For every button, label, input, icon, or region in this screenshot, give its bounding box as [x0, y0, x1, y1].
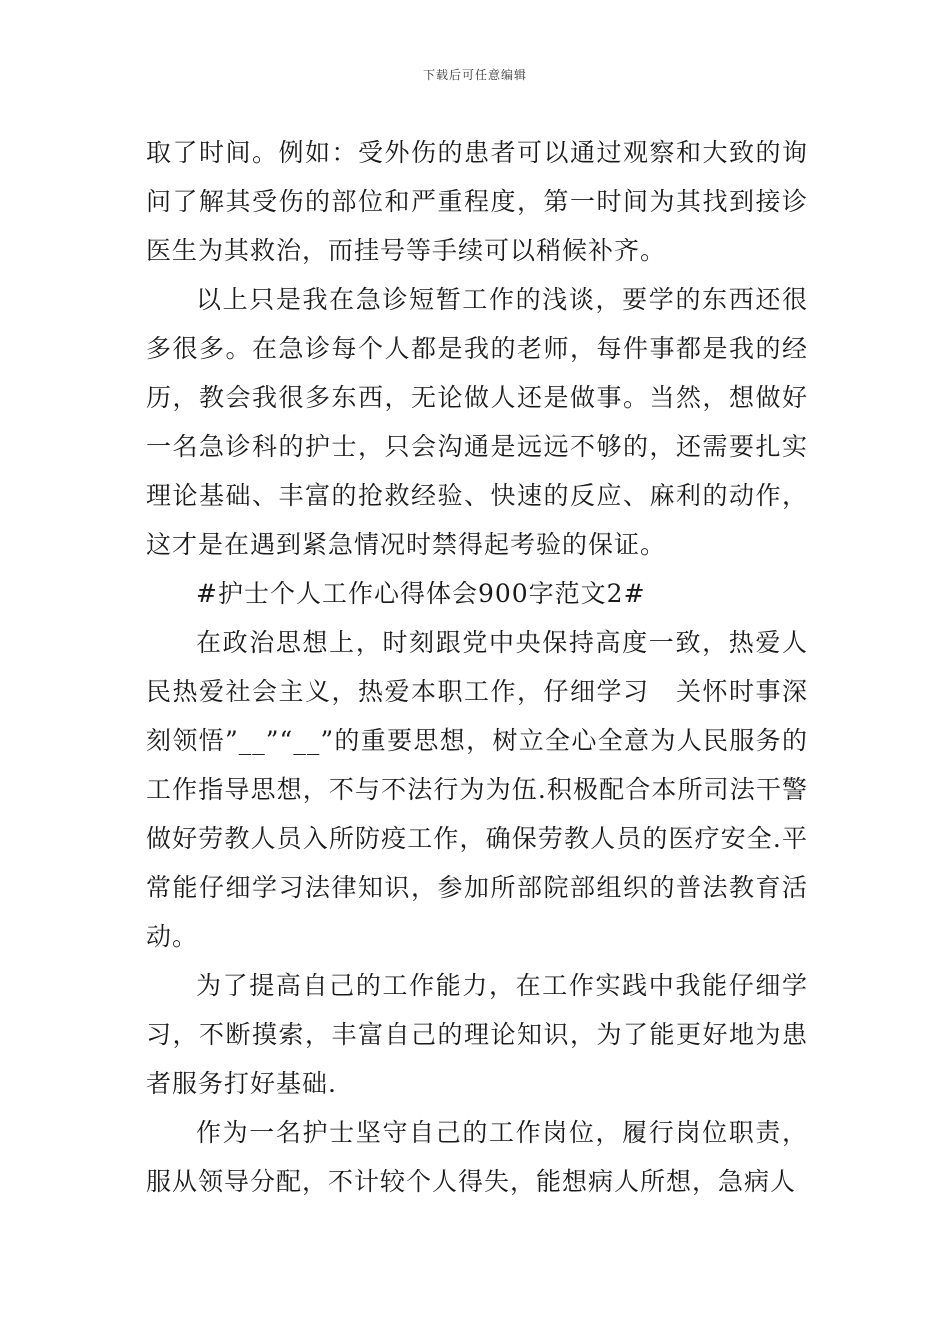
document-body	[146, 128, 808, 1206]
paragraph-emergency-summary: 以上只是我在急诊短暂工作的浅谈，要学的东西还很多很多。在急诊每个人都是我的老师，每件事都是我的经历，教会我很多东西，无论做人还是做事。当然，想做好一名急诊科的护士，只会沟通是远远不够的，还需要扎实理论基础、丰富的抢救经验、快速的反应、麻利的动作，这才是在遇到紧急情况时禁得起考验的保证。	[146, 285, 808, 559]
page-header-note: 下载后可任意编辑	[422, 68, 527, 82]
paragraph-political-thought: 在政治思想上，时刻跟党中央保持高度一致，热爱人民热爱社会主义，热爱本职工作，仔细学习 关怀时事深刻领悟”__”“__”的重要思想，树立全心全意为人民服务的工作指导思想，不与不法行为为伍.积极配合本所司法干警做好劳教人员入所防疫工作，确保劳教人员的医疗安全.平常能仔细学习法律知识，参加所部院部组织的普法教育活动。	[146, 628, 808, 951]
paragraph-continuation: 取了时间。例如：受外伤的患者可以通过观察和大致的询问了解其受伤的部位和严重程度，第一时间为其找到接诊医生为其救治，而挂号等手续可以稍候补齐。	[146, 138, 808, 265]
section-heading: #护士个人工作心得体会900字范文2#	[196, 579, 646, 608]
paragraph-work-ability: 为了提高自己的工作能力，在工作实践中我能仔细学习，不断摸索，丰富自己的理论知识，为了能更好地为患者服务打好基础.	[146, 971, 808, 1098]
paragraph-nurse-duty: 作为一名护士坚守自己的工作岗位，履行岗位职责，服从领导分配，不计较个人得失，能想病人所想，急病人	[146, 1118, 808, 1196]
